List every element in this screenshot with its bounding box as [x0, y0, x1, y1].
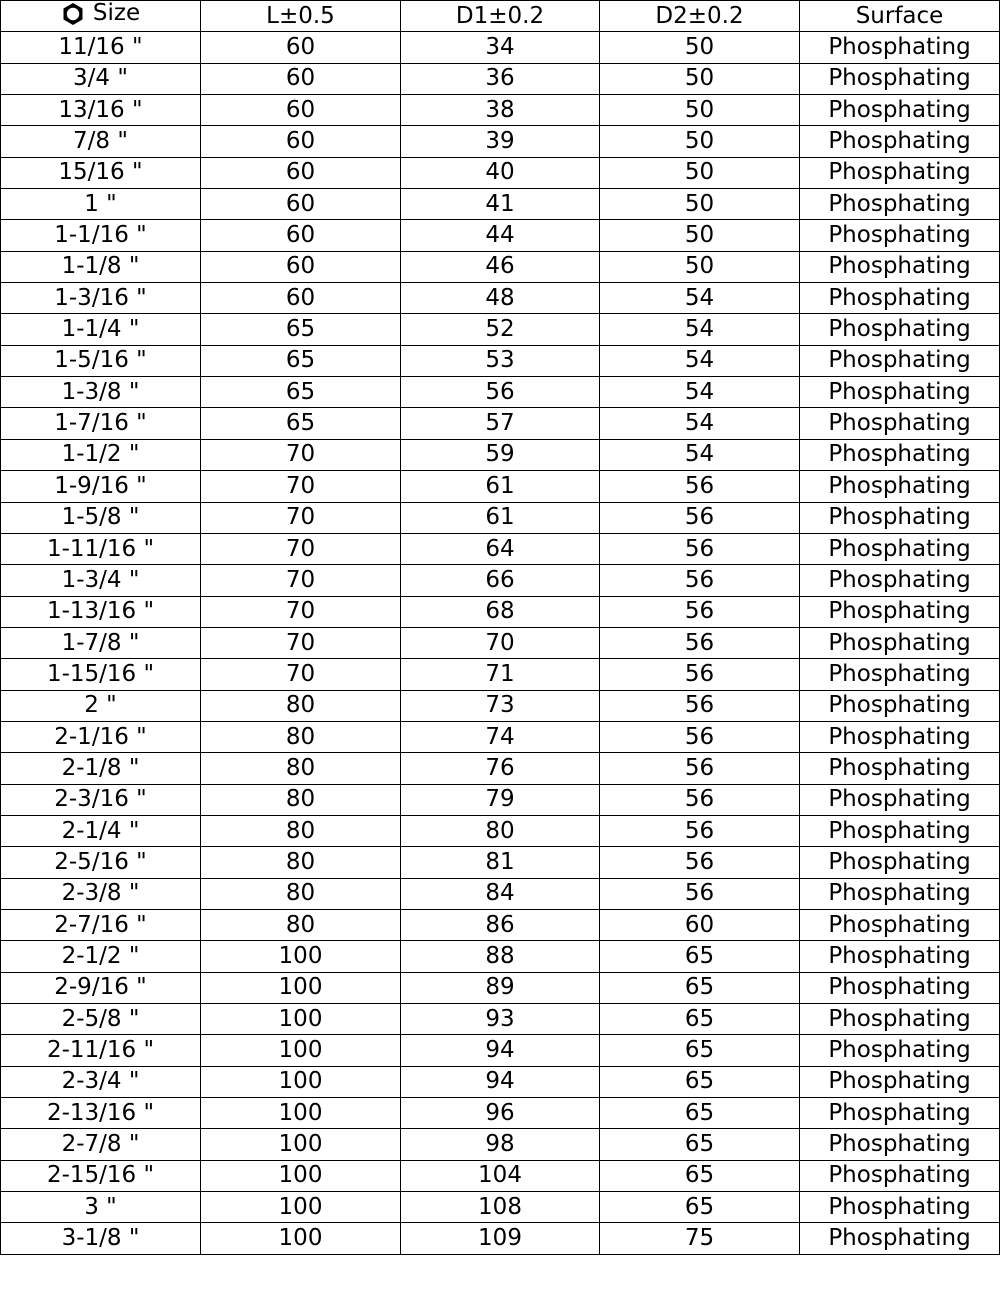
cell-l: 70 — [201, 659, 401, 690]
table-row — [1, 659, 1000, 690]
cell-surface: Phosphating — [800, 1066, 1000, 1097]
cell-size: 3 " — [1, 1192, 201, 1223]
cell-d1: 59 — [401, 439, 600, 470]
cell-surface: Phosphating — [800, 32, 1000, 63]
cell-size: 7/8 " — [1, 126, 201, 157]
cell-d1: 34 — [401, 32, 600, 63]
cell-size: 1-1/4 " — [1, 314, 201, 345]
table-row — [1, 815, 1000, 846]
cell-d2: 56 — [600, 690, 800, 721]
cell-d2: 56 — [600, 533, 800, 564]
header-size-label: Size — [92, 0, 141, 27]
cell-surface: Phosphating — [800, 784, 1000, 815]
cell-d2: 50 — [600, 126, 800, 157]
cell-l: 100 — [201, 1160, 401, 1191]
cell-size: 2-7/8 " — [1, 1129, 201, 1160]
table-row — [1, 95, 1000, 126]
cell-size: 2-7/16 " — [1, 909, 201, 940]
cell-l: 80 — [201, 878, 401, 909]
cell-d2: 56 — [600, 596, 800, 627]
cell-d1: 66 — [401, 565, 600, 596]
table-row — [1, 502, 1000, 533]
table-row — [1, 1223, 1000, 1254]
cell-d2: 54 — [600, 439, 800, 470]
cell-size: 2-1/8 " — [1, 753, 201, 784]
cell-size: 1-5/16 " — [1, 345, 201, 376]
cell-surface: Phosphating — [800, 95, 1000, 126]
cell-d1: 98 — [401, 1129, 600, 1160]
cell-size: 2 " — [1, 690, 201, 721]
cell-size: 15/16 " — [1, 157, 201, 188]
cell-d2: 54 — [600, 377, 800, 408]
cell-surface: Phosphating — [800, 909, 1000, 940]
cell-d2: 65 — [600, 1004, 800, 1035]
cell-surface: Phosphating — [800, 502, 1000, 533]
cell-d1: 53 — [401, 345, 600, 376]
cell-l: 60 — [201, 32, 401, 63]
cell-size: 1-5/8 " — [1, 502, 201, 533]
cell-l: 60 — [201, 157, 401, 188]
cell-d1: 48 — [401, 283, 600, 314]
table-row — [1, 721, 1000, 752]
cell-size: 2-5/8 " — [1, 1004, 201, 1035]
cell-surface: Phosphating — [800, 847, 1000, 878]
cell-l: 80 — [201, 815, 401, 846]
cell-l: 70 — [201, 596, 401, 627]
table-row — [1, 439, 1000, 470]
table-row — [1, 941, 1000, 972]
cell-l: 100 — [201, 1066, 401, 1097]
cell-surface: Phosphating — [800, 721, 1000, 752]
cell-d2: 50 — [600, 157, 800, 188]
cell-l: 100 — [201, 1129, 401, 1160]
cell-size: 2-1/4 " — [1, 815, 201, 846]
cell-d1: 89 — [401, 972, 600, 1003]
table-row — [1, 784, 1000, 815]
table-row — [1, 126, 1000, 157]
cell-surface: Phosphating — [800, 126, 1000, 157]
cell-d2: 54 — [600, 283, 800, 314]
cell-l: 60 — [201, 189, 401, 220]
cell-l: 100 — [201, 1098, 401, 1129]
cell-size: 1-3/16 " — [1, 283, 201, 314]
cell-size: 2-5/16 " — [1, 847, 201, 878]
cell-l: 100 — [201, 1035, 401, 1066]
table-row — [1, 690, 1000, 721]
cell-d2: 65 — [600, 1035, 800, 1066]
table-row — [1, 565, 1000, 596]
cell-l: 100 — [201, 1004, 401, 1035]
cell-d1: 94 — [401, 1066, 600, 1097]
table-row — [1, 189, 1000, 220]
cell-d1: 109 — [401, 1223, 600, 1254]
table-row — [1, 753, 1000, 784]
table-row — [1, 972, 1000, 1003]
cell-size: 1 " — [1, 189, 201, 220]
cell-surface: Phosphating — [800, 471, 1000, 502]
cell-d2: 60 — [600, 909, 800, 940]
cell-l: 65 — [201, 314, 401, 345]
cell-d2: 50 — [600, 251, 800, 282]
table-row — [1, 1004, 1000, 1035]
cell-size: 1-1/2 " — [1, 439, 201, 470]
cell-d1: 40 — [401, 157, 600, 188]
cell-surface: Phosphating — [800, 220, 1000, 251]
cell-size: 13/16 " — [1, 95, 201, 126]
cell-d2: 54 — [600, 345, 800, 376]
header-l: L±0.5 — [201, 1, 401, 32]
cell-d1: 39 — [401, 126, 600, 157]
cell-d2: 50 — [600, 63, 800, 94]
table-row — [1, 157, 1000, 188]
cell-d1: 36 — [401, 63, 600, 94]
table-row — [1, 63, 1000, 94]
cell-d2: 54 — [600, 408, 800, 439]
cell-size: 2-1/2 " — [1, 941, 201, 972]
cell-d1: 70 — [401, 627, 600, 658]
cell-l: 80 — [201, 847, 401, 878]
cell-size: 11/16 " — [1, 32, 201, 63]
cell-d2: 65 — [600, 1129, 800, 1160]
cell-size: 2-11/16 " — [1, 1035, 201, 1066]
cell-surface: Phosphating — [800, 533, 1000, 564]
cell-l: 70 — [201, 471, 401, 502]
cell-d1: 108 — [401, 1192, 600, 1223]
cell-d1: 52 — [401, 314, 600, 345]
cell-l: 80 — [201, 690, 401, 721]
cell-surface: Phosphating — [800, 690, 1000, 721]
cell-d2: 65 — [600, 941, 800, 972]
cell-d2: 56 — [600, 502, 800, 533]
cell-l: 60 — [201, 251, 401, 282]
table-row — [1, 32, 1000, 63]
cell-surface: Phosphating — [800, 753, 1000, 784]
cell-d2: 50 — [600, 95, 800, 126]
table-row — [1, 377, 1000, 408]
cell-surface: Phosphating — [800, 377, 1000, 408]
cell-surface: Phosphating — [800, 878, 1000, 909]
cell-d1: 64 — [401, 533, 600, 564]
cell-d1: 73 — [401, 690, 600, 721]
cell-size: 2-3/4 " — [1, 1066, 201, 1097]
cell-size: 1-9/16 " — [1, 471, 201, 502]
table-row — [1, 878, 1000, 909]
cell-d2: 56 — [600, 784, 800, 815]
cell-size: 3-1/8 " — [1, 1223, 201, 1254]
cell-l: 65 — [201, 377, 401, 408]
cell-l: 70 — [201, 533, 401, 564]
cell-d1: 104 — [401, 1160, 600, 1191]
table-row — [1, 220, 1000, 251]
cell-surface: Phosphating — [800, 189, 1000, 220]
cell-d1: 88 — [401, 941, 600, 972]
cell-l: 80 — [201, 753, 401, 784]
cell-size: 1-1/16 " — [1, 220, 201, 251]
cell-d1: 68 — [401, 596, 600, 627]
cell-surface: Phosphating — [800, 972, 1000, 1003]
cell-size: 2-3/16 " — [1, 784, 201, 815]
cell-d1: 79 — [401, 784, 600, 815]
table-row — [1, 533, 1000, 564]
cell-surface: Phosphating — [800, 596, 1000, 627]
cell-d1: 74 — [401, 721, 600, 752]
cell-d2: 50 — [600, 32, 800, 63]
cell-d1: 84 — [401, 878, 600, 909]
hexagon-icon — [61, 2, 85, 26]
cell-d2: 50 — [600, 220, 800, 251]
cell-d1: 56 — [401, 377, 600, 408]
cell-size: 1-7/8 " — [1, 627, 201, 658]
cell-surface: Phosphating — [800, 1192, 1000, 1223]
cell-l: 60 — [201, 283, 401, 314]
cell-l: 100 — [201, 972, 401, 1003]
cell-surface: Phosphating — [800, 439, 1000, 470]
cell-d2: 56 — [600, 847, 800, 878]
header-d1: D1±0.2 — [401, 1, 600, 32]
cell-surface: Phosphating — [800, 1004, 1000, 1035]
cell-surface: Phosphating — [800, 1160, 1000, 1191]
cell-d1: 57 — [401, 408, 600, 439]
cell-d1: 76 — [401, 753, 600, 784]
cell-d2: 56 — [600, 565, 800, 596]
cell-l: 80 — [201, 721, 401, 752]
cell-d2: 65 — [600, 972, 800, 1003]
table-row — [1, 1160, 1000, 1191]
cell-size: 3/4 " — [1, 63, 201, 94]
header-surface: Surface — [800, 1, 1000, 32]
cell-l: 60 — [201, 126, 401, 157]
cell-d2: 56 — [600, 753, 800, 784]
table-row — [1, 1129, 1000, 1160]
cell-size: 1-11/16 " — [1, 533, 201, 564]
cell-surface: Phosphating — [800, 1098, 1000, 1129]
cell-d1: 96 — [401, 1098, 600, 1129]
cell-d2: 56 — [600, 721, 800, 752]
cell-size: 2-13/16 " — [1, 1098, 201, 1129]
cell-surface: Phosphating — [800, 1035, 1000, 1066]
cell-l: 70 — [201, 627, 401, 658]
cell-d2: 65 — [600, 1192, 800, 1223]
cell-l: 80 — [201, 909, 401, 940]
cell-surface: Phosphating — [800, 314, 1000, 345]
cell-l: 100 — [201, 941, 401, 972]
cell-d1: 44 — [401, 220, 600, 251]
cell-size: 1-15/16 " — [1, 659, 201, 690]
table-row — [1, 1035, 1000, 1066]
cell-surface: Phosphating — [800, 251, 1000, 282]
table-row — [1, 251, 1000, 282]
cell-l: 70 — [201, 502, 401, 533]
cell-d1: 80 — [401, 815, 600, 846]
cell-d1: 41 — [401, 189, 600, 220]
cell-l: 70 — [201, 439, 401, 470]
table-row — [1, 909, 1000, 940]
table-row — [1, 1098, 1000, 1129]
cell-surface: Phosphating — [800, 408, 1000, 439]
cell-l: 60 — [201, 220, 401, 251]
cell-d1: 38 — [401, 95, 600, 126]
cell-d2: 56 — [600, 471, 800, 502]
header-row — [1, 1, 1000, 32]
cell-size: 2-3/8 " — [1, 878, 201, 909]
cell-size: 2-9/16 " — [1, 972, 201, 1003]
cell-d1: 46 — [401, 251, 600, 282]
cell-size: 1-13/16 " — [1, 596, 201, 627]
cell-d2: 54 — [600, 314, 800, 345]
cell-l: 65 — [201, 345, 401, 376]
cell-d2: 65 — [600, 1160, 800, 1191]
cell-d1: 93 — [401, 1004, 600, 1035]
cell-d1: 61 — [401, 471, 600, 502]
header-size — [1, 1, 201, 32]
cell-d1: 61 — [401, 502, 600, 533]
cell-d2: 56 — [600, 815, 800, 846]
table-row — [1, 596, 1000, 627]
cell-surface: Phosphating — [800, 659, 1000, 690]
table-row — [1, 627, 1000, 658]
cell-surface: Phosphating — [800, 1129, 1000, 1160]
cell-surface: Phosphating — [800, 63, 1000, 94]
cell-d2: 65 — [600, 1066, 800, 1097]
cell-size: 1-7/16 " — [1, 408, 201, 439]
cell-size: 1-3/4 " — [1, 565, 201, 596]
cell-d1: 81 — [401, 847, 600, 878]
cell-surface: Phosphating — [800, 345, 1000, 376]
cell-surface: Phosphating — [800, 941, 1000, 972]
table-row — [1, 1192, 1000, 1223]
table-row — [1, 408, 1000, 439]
table-row — [1, 345, 1000, 376]
cell-size: 2-15/16 " — [1, 1160, 201, 1191]
cell-d1: 86 — [401, 909, 600, 940]
cell-d2: 56 — [600, 627, 800, 658]
cell-surface: Phosphating — [800, 627, 1000, 658]
cell-d2: 65 — [600, 1098, 800, 1129]
table-body — [1, 32, 1000, 1254]
cell-l: 70 — [201, 565, 401, 596]
cell-surface: Phosphating — [800, 815, 1000, 846]
cell-l: 65 — [201, 408, 401, 439]
cell-d2: 75 — [600, 1223, 800, 1254]
cell-l: 60 — [201, 63, 401, 94]
table-row — [1, 847, 1000, 878]
table-row — [1, 1066, 1000, 1097]
cell-surface: Phosphating — [800, 283, 1000, 314]
cell-d1: 71 — [401, 659, 600, 690]
cell-l: 100 — [201, 1192, 401, 1223]
cell-surface: Phosphating — [800, 565, 1000, 596]
cell-l: 100 — [201, 1223, 401, 1254]
cell-d2: 50 — [600, 189, 800, 220]
cell-size: 1-1/8 " — [1, 251, 201, 282]
cell-size: 2-1/16 " — [1, 721, 201, 752]
table-row — [1, 314, 1000, 345]
cell-d2: 56 — [600, 878, 800, 909]
cell-size: 1-3/8 " — [1, 377, 201, 408]
cell-l: 80 — [201, 784, 401, 815]
table-row — [1, 283, 1000, 314]
cell-surface: Phosphating — [800, 1223, 1000, 1254]
cell-l: 60 — [201, 95, 401, 126]
header-d2: D2±0.2 — [600, 1, 800, 32]
cell-d1: 94 — [401, 1035, 600, 1066]
table-row — [1, 471, 1000, 502]
cell-d2: 56 — [600, 659, 800, 690]
cell-surface: Phosphating — [800, 157, 1000, 188]
